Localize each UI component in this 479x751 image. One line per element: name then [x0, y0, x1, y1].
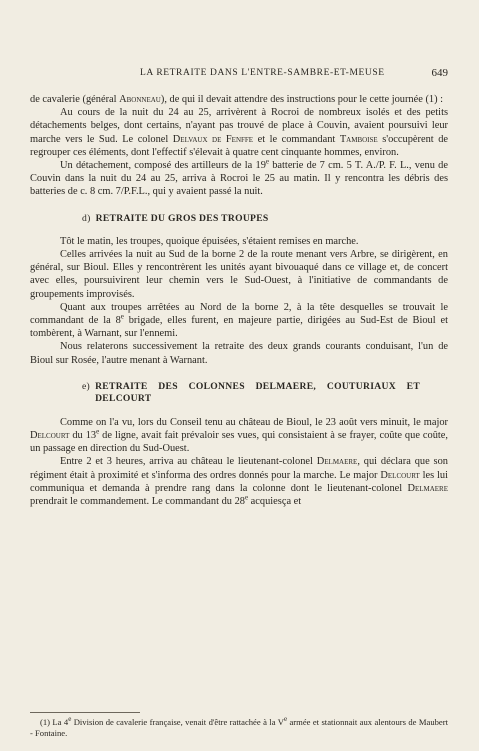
page-header — [30, 68, 448, 82]
paragraph-6 — [30, 301, 448, 341]
footnote — [30, 717, 448, 739]
section-heading-e — [82, 381, 448, 406]
superscript: e — [120, 312, 124, 321]
paragraph-9 — [30, 455, 448, 508]
text-run: Un détachement, composé des artilleurs de la 19 — [60, 160, 266, 172]
text-run: les lui communiqua et demanda à prendre rang dans la colonne dont le lieutenant-colonel — [30, 469, 448, 494]
person-name: Delmaere — [407, 482, 448, 494]
paragraph-5: Celles arrivées la nuit au Sud de la borne 2 de la route menant vers Arbre, se dirigèrent, en général, sur Bioul. Elles y rencontrèrent les unités ayant bivouaqué dans ce village et, de concert avec elles, poursuivirent leur chemin vers le Sud-Ouest, à l'initiative de commandants de groupements improvisés. — [30, 249, 448, 300]
superscript: e — [244, 493, 249, 502]
person-name: Delcourt — [380, 469, 420, 481]
section-letter: e) — [82, 380, 91, 392]
text-run: Au cours de la nuit du 24 au 25, arrivèrent à Rocroi de nombreux isolés et des petits détachements belges, dont certains, n'ayant pas trouvé de place à Couvin, avaient poursuivi leur marche vers le Sud. Le colonel — [30, 107, 448, 145]
text-run: Entre 2 et 3 heures, arriva au château le lieutenant-colonel — [60, 456, 317, 468]
text-run: Comme on l'a vu, lors du Conseil tenu au château de Bioul, le 23 août vers minuit, le major — [60, 416, 448, 428]
footnote-divider — [30, 712, 140, 713]
superscript: e — [265, 157, 269, 166]
superscript: e — [68, 715, 72, 724]
paragraph-7: Nous relaterons successivement la retraite des deux grands courants conduisant, l'un de Bioul sur Rosée, l'autre menant à Warnant. — [30, 341, 448, 366]
paragraph-2 — [30, 106, 448, 159]
paragraph-3 — [30, 159, 448, 199]
footnote-text — [30, 717, 448, 739]
superscript: e — [283, 715, 288, 724]
paragraph-4: Tôt le matin, les troupes, quoique épuisées, s'étaient remises en marche. — [60, 235, 359, 247]
section-title: RETRAITE DU GROS DES TROUPES — [95, 212, 269, 224]
paragraph-8 — [30, 416, 448, 456]
superscript: e — [96, 427, 100, 436]
text-run: et le commandant — [253, 133, 340, 145]
text-run: Division de cavalerie française, venait d'être rattachée à la V — [71, 717, 284, 727]
page-number: 649 — [431, 67, 448, 79]
text-run: brigade, elles furent, en majeure partie, dirigées au Sud-Est de Bioul et tombèrent, à Warnant, sur l'ennemi. — [30, 315, 448, 340]
text-run: de ligne, avait fait prévaloir ses vues, qui consistaient à se frayer, coûte que coûte, un passage en direction du Sud-Ouest. — [30, 430, 449, 455]
body-text — [30, 93, 448, 508]
text-run: ), de qui il devait attendre des instructions pour le cette journée (1) : — [160, 94, 444, 105]
text-run: s'occupèrent de regrouper ces éléments, dont l'effectif s'élevait à quatre cent cinquante hommes, environ. — [30, 133, 449, 158]
section-heading-d — [82, 212, 448, 225]
person-name: Delcourt — [30, 430, 70, 442]
text-run: acquiesça et — [248, 496, 302, 508]
text-run: (1) La 4 — [40, 717, 69, 727]
text-run: , qui déclara que son régiment était à proximité et s'informa des ordres donnés pour la marche. Le major — [30, 456, 448, 481]
text-run: armée et stationnait aux alentours de Maubert - Fontaine. — [30, 717, 448, 738]
paragraph-1 — [30, 93, 448, 106]
person-name: Abonneau — [119, 94, 161, 105]
text-run: batterie de 7 cm. 5 T. A./P. F. L., venu de Couvin dans la nuit du 24 au 25, arriva à Rocroi le 25 au matin. Il y rencontra les débris des batteries de c. 8 cm. 7/P.F.L., qui y avaient passé la nuit. — [30, 160, 448, 198]
text-run: du 13 — [69, 430, 97, 442]
person-name: Delvaux de Fenffe — [172, 133, 254, 145]
person-name: Tamboise — [339, 133, 378, 145]
text-run: Quant aux troupes arrêtées au Nord de la borne 2, à la tête desquelles se trouvait le commandant de la 8 — [30, 301, 448, 327]
running-title: LA RETRAITE DANS L'ENTRE-SAMBRE-ET-MEUSE — [140, 68, 385, 78]
text-run: prendrait le commandement. Le commandant du 28 — [30, 496, 245, 508]
section-title: RETRAITE DES COLONNES DELMAERE, COUTURIAUX ET DELCOURT — [95, 380, 421, 405]
section-letter: d) — [82, 212, 91, 224]
person-name: Delmaere — [316, 456, 358, 468]
text-run: de cavalerie (général — [30, 94, 120, 105]
